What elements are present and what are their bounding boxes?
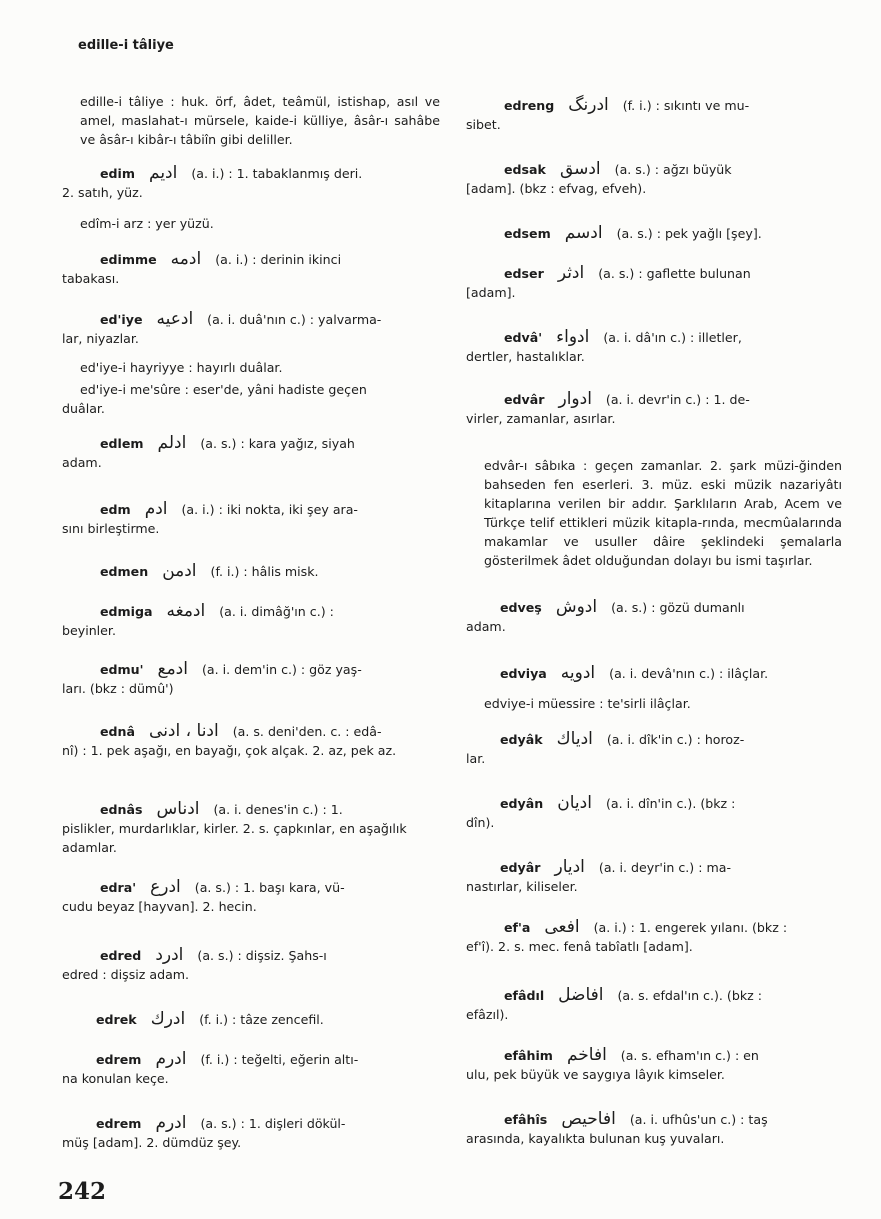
- headword: ef'a: [504, 920, 531, 935]
- definition-cont: cudu beyaz [hayvan]. 2. hecin.: [62, 899, 257, 914]
- entry-edmen: [62, 562, 440, 581]
- definition: (a. i. dîk'in c.) : horoz-: [606, 732, 745, 747]
- definition-cont: [adam]. (bkz : efvag, efveh).: [466, 181, 647, 196]
- arabic-script: ادویه: [560, 663, 596, 683]
- headword: efâdıl: [504, 988, 545, 1003]
- arabic-script: ادمغه: [166, 601, 206, 621]
- arabic-script: ادعیه: [156, 309, 194, 329]
- definition-cont: dîn).: [466, 815, 495, 830]
- headword: edyâr: [500, 860, 541, 875]
- definition-cont: [adam].: [466, 285, 516, 300]
- headword: edrem: [96, 1116, 142, 1131]
- headword: efâhim: [504, 1048, 553, 1063]
- arabic-script: افاخم: [566, 1045, 607, 1065]
- entry-text: edille-i tâliye : huk. örf, âdet, teâmül, istishap, asıl ve amel, maslahat-ı mürsele, kaide-i külliye, âsâr-ı sahâbe ve âsâr-ı kibâr-ı tâbiîn gibi deliller.: [80, 94, 440, 147]
- entry-edille-i-taliye: [62, 92, 440, 149]
- definition-cont: edred : dişsiz adam.: [62, 967, 190, 982]
- definition: (a. i.) : 1. tabaklanmış deri.: [191, 166, 363, 181]
- definition: (a. s.) : 1. dişleri dökül-: [200, 1116, 346, 1131]
- definition-cont: ef'î). 2. s. mec. fenâ tabîatlı [adam].: [466, 939, 693, 954]
- headword: edyâk: [500, 732, 543, 747]
- headword: edmu': [100, 662, 144, 677]
- entry-ediye-i-hayriyye: [62, 358, 440, 377]
- arabic-script: ادسم: [564, 223, 603, 243]
- definition-cont: adam.: [466, 619, 506, 634]
- definition: (a. i. ufhûs'un c.) : taş: [629, 1112, 768, 1127]
- arabic-script: ادمن: [162, 561, 197, 581]
- definition: (a. s. deni'den. c. : edâ-: [232, 724, 382, 739]
- entry-edm: [62, 500, 440, 538]
- headword: efâhîs: [504, 1112, 548, 1127]
- definition: (f. i.) : teğelti, eğerin altı-: [200, 1052, 359, 1067]
- entry-edsem: [466, 224, 842, 243]
- entry-edred: [62, 946, 440, 984]
- headword: edlem: [100, 436, 144, 451]
- entry-edim-i-arz: [62, 214, 440, 233]
- definition: (a. i. dimâğ'ın c.) :: [219, 604, 334, 619]
- entry-text: edviye-i müessire : te'sirli ilâçlar.: [484, 696, 691, 711]
- headword: edveş: [500, 600, 542, 615]
- definition-cont: tabakası.: [62, 271, 120, 286]
- entry-efahim: [466, 1046, 842, 1084]
- arabic-script: ادیاك: [556, 729, 593, 749]
- definition-cont: sını birleştirme.: [62, 521, 160, 536]
- arabic-script: ادمع: [157, 659, 188, 679]
- headword: edreng: [504, 98, 555, 113]
- arabic-script: ادلم: [157, 433, 187, 453]
- arabic-script: ادرع: [150, 877, 181, 897]
- arabic-script: ادرنگ: [568, 95, 609, 115]
- entry-edrem-2: [62, 1114, 440, 1152]
- entry-edna: [62, 722, 440, 760]
- entry-edser: [466, 264, 842, 302]
- definition: (a. i. devr'in c.) : 1. de-: [605, 392, 750, 407]
- definition-cont: beyinler.: [62, 623, 116, 638]
- headword: edred: [100, 948, 142, 963]
- entry-edviya: [466, 664, 842, 683]
- entry-text: ed'iye-i me'sûre : eser'de, yâni hadiste geçen: [80, 382, 367, 397]
- definition-cont: virler, zamanlar, asırlar.: [466, 411, 616, 426]
- arabic-script: افعی: [544, 917, 580, 937]
- entry-text: ed'iye-i hayriyye : hayırlı duâlar.: [80, 360, 283, 375]
- entry-edvar: [466, 390, 842, 428]
- headword: edviya: [500, 666, 547, 681]
- headword: edsak: [504, 162, 546, 177]
- definition: (a. s.) : kara yağız, siyah: [200, 436, 355, 451]
- definition-cont: müş [adam]. 2. dümdüz şey.: [62, 1135, 242, 1150]
- definition-cont: adam.: [62, 455, 102, 470]
- definition-cont: duâlar.: [62, 401, 105, 416]
- definition: (a. s.) : gözü dumanlı: [611, 600, 745, 615]
- headword: edsem: [504, 226, 551, 241]
- definition: (f. i.) : sıkıntı ve mu-: [622, 98, 750, 113]
- entry-edreng: [466, 96, 842, 134]
- arabic-script: افاضل: [558, 985, 604, 1005]
- arabic-script: ادوار: [558, 389, 592, 409]
- headword: ednâ: [100, 724, 136, 739]
- headword: edrem: [96, 1052, 142, 1067]
- definition: (f. i.) : tâze zencefil.: [199, 1012, 324, 1027]
- definition: (a. s.) : 1. başı kara, vü-: [194, 880, 345, 895]
- definition-cont: ulu, pek büyük ve saygıya lâyık kimseler.: [466, 1067, 725, 1082]
- page-number: 242: [58, 1178, 107, 1205]
- definition-cont: pislikler, murdarlıklar, kirler. 2. s. çapkınlar, en aşağılık adamlar.: [62, 821, 407, 855]
- definition: (a. s. efdal'ın c.). (bkz :: [617, 988, 762, 1003]
- definition-cont: nastırlar, kiliseler.: [466, 879, 578, 894]
- entry-edyar: [466, 858, 842, 896]
- arabic-script: ادرم: [155, 1049, 187, 1069]
- entry-efahis: [466, 1110, 842, 1148]
- entry-text: edîm-i arz : yer yüzü.: [80, 216, 214, 231]
- entry-edrek: [62, 1010, 440, 1029]
- entry-edva: [466, 328, 842, 366]
- arabic-script: ادسق: [559, 159, 601, 179]
- definition: (a. s. efham'ın c.) : en: [620, 1048, 759, 1063]
- arabic-script: ادرم: [155, 1113, 187, 1133]
- headword: edvâ': [504, 330, 543, 345]
- arabic-script: ادواء: [556, 327, 590, 347]
- definition: (a. i. duâ'nın c.) : yalvarma-: [207, 312, 382, 327]
- definition: (a. s.) : dişsiz. Şahs-ı: [197, 948, 327, 963]
- arabic-script: ادوش: [555, 597, 598, 617]
- definition-cont: lar, niyazlar.: [62, 331, 139, 346]
- definition: (a. s.) : pek yağlı [şey].: [616, 226, 762, 241]
- headword: edmen: [100, 564, 149, 579]
- headword: edra': [100, 880, 137, 895]
- arabic-script: افاحیص: [561, 1109, 616, 1129]
- definition-cont: efâzıl).: [466, 1007, 509, 1022]
- entry-edrem-1: [62, 1050, 440, 1088]
- entry-edsak: [466, 160, 842, 198]
- entry-edviye-i-muessire: [466, 694, 842, 713]
- entry-edim: [62, 164, 440, 202]
- arabic-script: ادم: [144, 499, 168, 519]
- entry-edmiga: [62, 602, 440, 640]
- entry-edra: [62, 878, 440, 916]
- arabic-script: ادیان: [557, 793, 592, 813]
- definition: (a. i. deyr'in c.) : ma-: [598, 860, 731, 875]
- headword: edrek: [96, 1012, 137, 1027]
- entry-edvar-i-sabika: [466, 456, 842, 570]
- arabic-script: ادرك: [150, 1009, 186, 1029]
- definition: (f. i.) : hâlis misk.: [210, 564, 319, 579]
- headword: edvâr: [504, 392, 545, 407]
- definition: (a. i. denes'in c.) : 1.: [213, 802, 343, 817]
- definition: (a. s.) : ağzı büyük: [614, 162, 732, 177]
- definition-cont: nî) : 1. pek aşağı, en bayağı, çok alçak. 2. az, pek az.: [62, 743, 397, 758]
- definition-cont: dertler, hastalıklar.: [466, 349, 585, 364]
- definition: (a. i.) : derinin ikinci: [215, 252, 342, 267]
- arabic-script: ادمه: [170, 249, 202, 269]
- definition: (a. i. devâ'nın c.) : ilâçlar.: [609, 666, 769, 681]
- arabic-script: ادثر: [557, 263, 585, 283]
- definition: (a. i. dâ'ın c.) : illetler,: [603, 330, 742, 345]
- headword: edser: [504, 266, 544, 281]
- entry-efa: [466, 918, 842, 956]
- entry-edmu: [62, 660, 440, 698]
- headword: ed'iye: [100, 312, 143, 327]
- entry-efadil: [466, 986, 842, 1024]
- arabic-script: ادیم: [149, 163, 178, 183]
- headword: edmiga: [100, 604, 153, 619]
- entry-edimme: [62, 250, 440, 288]
- definition: (a. i.) : 1. engerek yılanı. (bkz :: [593, 920, 788, 935]
- headword: ednâs: [100, 802, 143, 817]
- entry-edlem: [62, 434, 440, 472]
- entry-edves: [466, 598, 842, 636]
- entry-text: edvâr-ı sâbıka : geçen zamanlar. 2. şark müzi-ğinden bahseden fen eserleri. 3. müz. eski müzik nazariyâtı kitaplarına verilen bir addır. Şarklıların Arab, Acem ve Türkçe telif ettikleri müzik kitapla-rında, mecmûalarında makamlar ve usuller dâire şeklindeki şemalarla gösterilmek âdet olduğundan dolayı bu ismi taşırlar.: [484, 458, 842, 568]
- definition-cont: sibet.: [466, 117, 501, 132]
- definition-cont: na konulan keçe.: [62, 1071, 169, 1086]
- definition: (a. i. dîn'in c.). (bkz :: [605, 796, 736, 811]
- headword: edyân: [500, 796, 544, 811]
- definition-cont: 2. satıh, yüz.: [62, 185, 143, 200]
- arabic-script: ادناس: [156, 799, 200, 819]
- headword: edim: [100, 166, 135, 181]
- definition-cont: ları. (bkz : dümû'): [62, 681, 174, 696]
- entry-ednas: [62, 800, 440, 857]
- arabic-script: ادرد: [155, 945, 184, 965]
- arabic-script: ادیار: [554, 857, 585, 877]
- entry-ediye-i-mesure: [62, 380, 440, 418]
- headword: edm: [100, 502, 131, 517]
- entry-edyan: [466, 794, 842, 832]
- definition: (a. i. dem'in c.) : göz yaş-: [201, 662, 362, 677]
- headword: edimme: [100, 252, 157, 267]
- entry-ediye: [62, 310, 440, 348]
- definition-cont: arasında, kayalıkta bulunan kuş yuvaları.: [466, 1131, 725, 1146]
- definition: (a. s.) : gaflette bulunan: [598, 266, 751, 281]
- running-head: edille-i tâliye: [78, 38, 174, 53]
- entry-edyak: [466, 730, 842, 768]
- arabic-script: ادنا ، ادنی: [149, 721, 219, 741]
- definition-cont: lar.: [466, 751, 486, 766]
- definition: (a. i.) : iki nokta, iki şey ara-: [181, 502, 358, 517]
